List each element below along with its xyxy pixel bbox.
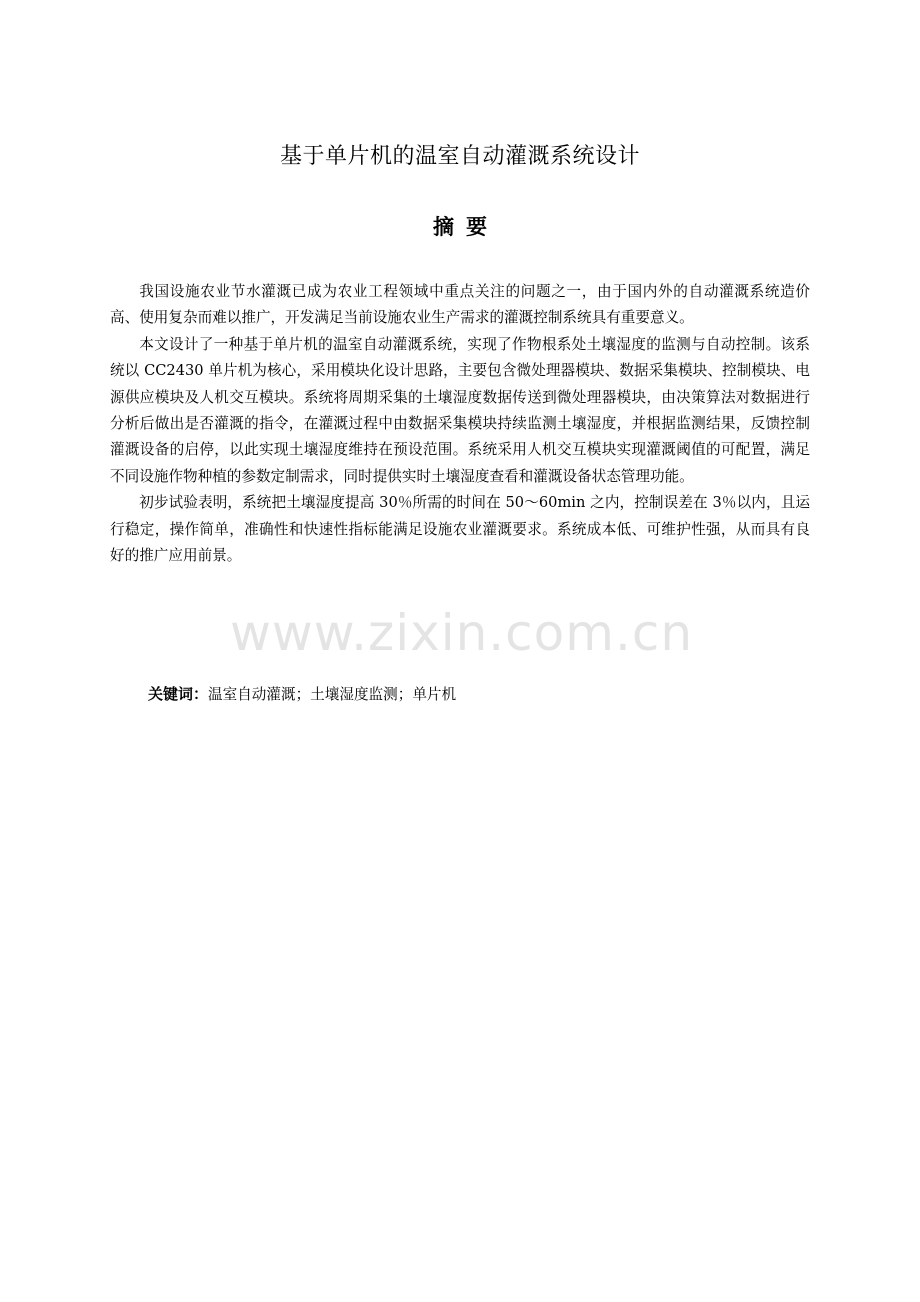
document-title: 基于单片机的温室自动灌溉系统设计 <box>279 144 640 169</box>
abstract-paragraph-1: 我国设施农业节水灌溉已成为农业工程领域中重点关注的问题之一，由于国内外的自动灌溉系统造价高、使用复杂而难以推广，开发满足当前设施农业生产需求的灌溉控制系统具有重要意义。 <box>110 283 810 327</box>
keywords-label: 关键词： <box>148 685 209 703</box>
abstract-paragraph-3: 初步试验表明，系统把土壤湿度提高 30％所需的时间在 50～60min 之内，控制误差在 3％以内，且运行稳定，操作简单，准确性和快速性指标能满足设施农业灌溉要求。系统成本低、可维护性强，从而具有良好的推广应用前景。 <box>110 494 810 565</box>
watermark: www.zixin.com.cn <box>230 604 694 662</box>
abstract-body <box>110 279 810 569</box>
abstract-paragraph-2: 本文设计了一种基于单片机的温室自动灌溉系统，实现了作物根系处土壤湿度的监测与自动控制。该系统以 CC2430 单片机为核心，采用模块化设计思路，主要包含微处理器模块、数据采集模块、控制模块、电源供应模块及人机交互模块。系统将周期采集的土壤湿度数据传送到微处理器模块，由决策算法对数据进行分析后做出是否灌溉的指令，在灌溉过程中由数据采集模块持续监测土壤湿度，并根据监测结果，反馈控制灌溉设备的启停，以此实现土壤湿度维持在预设范围。系统采用人机交互模块实现灌溉阈值的可配置，满足不同设施作物种植的参数定制需求，同时提供实时土壤湿度查看和灌溉设备状态管理功能。 <box>110 335 810 485</box>
keywords-line <box>148 680 808 709</box>
keywords-text: 温室自动灌溉；土壤湿度监测；单片机 <box>208 686 457 703</box>
abstract-heading: 摘要 <box>433 215 499 239</box>
